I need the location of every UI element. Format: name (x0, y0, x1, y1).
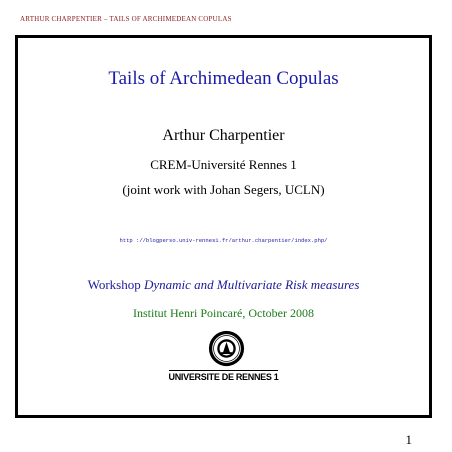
workshop-line (18, 277, 429, 293)
slide-title: Tails of Archimedean Copulas (108, 68, 339, 89)
affiliation: CREM-Université Rennes 1 (150, 157, 297, 172)
slide-frame (15, 35, 432, 418)
homepage-link[interactable]: http ://blogperso.univ-rennes1.fr/arthur.charpentier/index.php/ (119, 237, 328, 244)
joint-work-note: (joint work with Johan Segers, UCLN) (122, 182, 325, 197)
institute-date: Institut Henri Poincaré, October 2008 (133, 306, 314, 320)
running-header (20, 15, 232, 23)
page-number: 1 (405, 432, 412, 447)
author-name: Arthur Charpentier (162, 127, 285, 144)
workshop-prefix: Workshop (87, 277, 141, 292)
university-seal-icon (208, 330, 245, 367)
university-logo-text: UNIVERSITE DE RENNES 1 (168, 372, 279, 382)
running-header-text: ARTHUR CHARPENTIER – TAILS OF ARCHIMEDEAN COPULAS (20, 15, 232, 23)
workshop-name: Dynamic and Multivariate Risk measures (143, 277, 360, 292)
